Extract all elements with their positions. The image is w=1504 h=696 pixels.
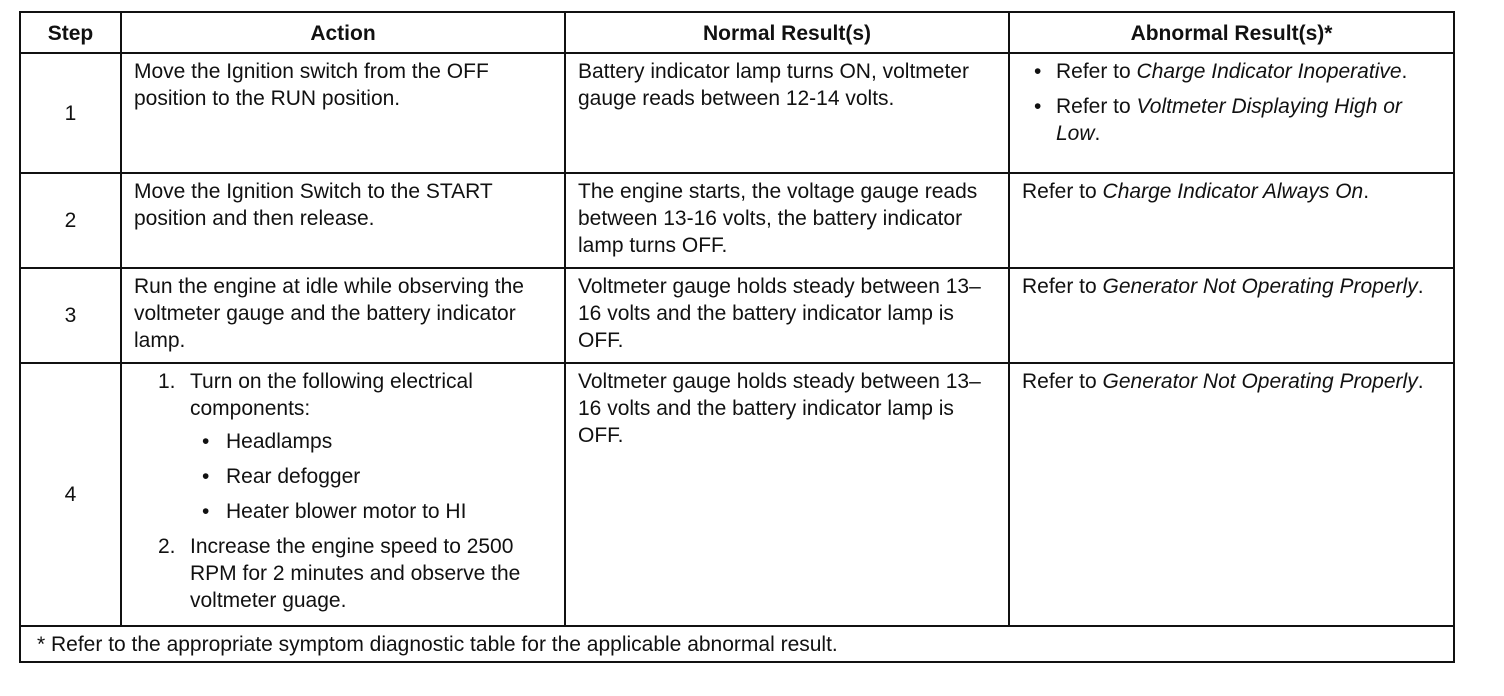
action-step-item xyxy=(134,533,554,614)
abnormal-result-list xyxy=(1022,58,1443,147)
step-number: 3 xyxy=(20,268,121,363)
diagnostic-table-sheet xyxy=(19,11,1453,663)
refer-prefix: Refer to xyxy=(1056,60,1137,83)
step-number: 4 xyxy=(20,363,121,626)
header-step: Step xyxy=(20,12,121,53)
abnormal-result-item xyxy=(1022,58,1443,85)
abnormal-result-item xyxy=(1022,93,1443,147)
refer-suffix: . xyxy=(1417,275,1424,298)
table-row xyxy=(20,268,1454,363)
component-list xyxy=(190,428,554,525)
table-row xyxy=(20,53,1454,173)
header-abnormal-results: Abnormal Result(s)* xyxy=(1009,12,1454,53)
abnormal-result-cell xyxy=(1009,363,1454,626)
table-row xyxy=(20,363,1454,626)
table-row xyxy=(20,173,1454,268)
component-label: Rear defogger xyxy=(226,465,361,488)
action-cell: Move the Ignition switch from the OFF position to the RUN position. xyxy=(121,53,565,173)
refer-prefix: Refer to xyxy=(1022,180,1103,203)
step-item-text: Increase the engine speed to 2500 RPM for 2 minutes and observe the voltmeter guage. xyxy=(190,535,521,612)
footnote: * Refer to the appropriate symptom diagnostic table for the applicable abnormal result. xyxy=(20,626,1454,662)
charging-system-diagnostic-table xyxy=(19,11,1455,663)
bullet-icon: • xyxy=(1034,95,1042,118)
step-item-number: 2. xyxy=(158,535,176,558)
refer-suffix: . xyxy=(1417,370,1424,393)
refer-prefix: Refer to xyxy=(1022,275,1103,298)
header-row xyxy=(20,12,1454,53)
reference-link[interactable]: Voltmeter Displaying High or Low xyxy=(1056,95,1402,145)
action-step-item xyxy=(134,368,554,525)
step-number: 2 xyxy=(20,173,121,268)
refer-suffix: . xyxy=(1401,60,1408,83)
bullet-icon: • xyxy=(1034,60,1042,83)
normal-result-cell: Voltmeter gauge holds steady between 13–16 volts and the battery indicator lamp is OFF. xyxy=(565,268,1009,363)
reference-link[interactable]: Charge Indicator Inoperative xyxy=(1136,60,1402,83)
refer-prefix: Refer to xyxy=(1022,370,1103,393)
abnormal-result-cell xyxy=(1009,53,1454,173)
list-item xyxy=(190,498,554,525)
footnote-row xyxy=(20,626,1454,662)
refer-suffix: . xyxy=(1094,122,1101,145)
reference-link[interactable]: Generator Not Operating Properly xyxy=(1102,370,1418,393)
refer-prefix: Refer to xyxy=(1056,95,1137,118)
normal-result-cell: Voltmeter gauge holds steady between 13–16 volts and the battery indicator lamp is OFF. xyxy=(565,363,1009,626)
step-number: 1 xyxy=(20,53,121,173)
header-normal-results: Normal Result(s) xyxy=(565,12,1009,53)
action-steps-list xyxy=(134,368,554,614)
header-action: Action xyxy=(121,12,565,53)
bullet-icon: • xyxy=(202,430,210,453)
list-item xyxy=(190,428,554,455)
step-item-number: 1. xyxy=(158,370,176,393)
action-cell xyxy=(121,363,565,626)
bullet-icon: • xyxy=(202,500,210,523)
bullet-icon: • xyxy=(202,465,210,488)
step-item-text: Turn on the following electrical components: xyxy=(190,370,473,420)
refer-suffix: . xyxy=(1363,180,1370,203)
abnormal-result-cell xyxy=(1009,173,1454,268)
normal-result-cell: The engine starts, the voltage gauge reads between 13-16 volts, the battery indicator lamp turns OFF. xyxy=(565,173,1009,268)
reference-link[interactable]: Generator Not Operating Properly xyxy=(1102,275,1418,298)
component-label: Heater blower motor to HI xyxy=(226,500,467,523)
component-label: Headlamps xyxy=(226,430,333,453)
action-cell: Move the Ignition Switch to the START position and then release. xyxy=(121,173,565,268)
abnormal-result-cell xyxy=(1009,268,1454,363)
reference-link[interactable]: Charge Indicator Always On xyxy=(1102,180,1364,203)
normal-result-cell: Battery indicator lamp turns ON, voltmeter gauge reads between 12-14 volts. xyxy=(565,53,1009,173)
action-cell: Run the engine at idle while observing the voltmeter gauge and the battery indicator lamp. xyxy=(121,268,565,363)
list-item xyxy=(190,463,554,490)
